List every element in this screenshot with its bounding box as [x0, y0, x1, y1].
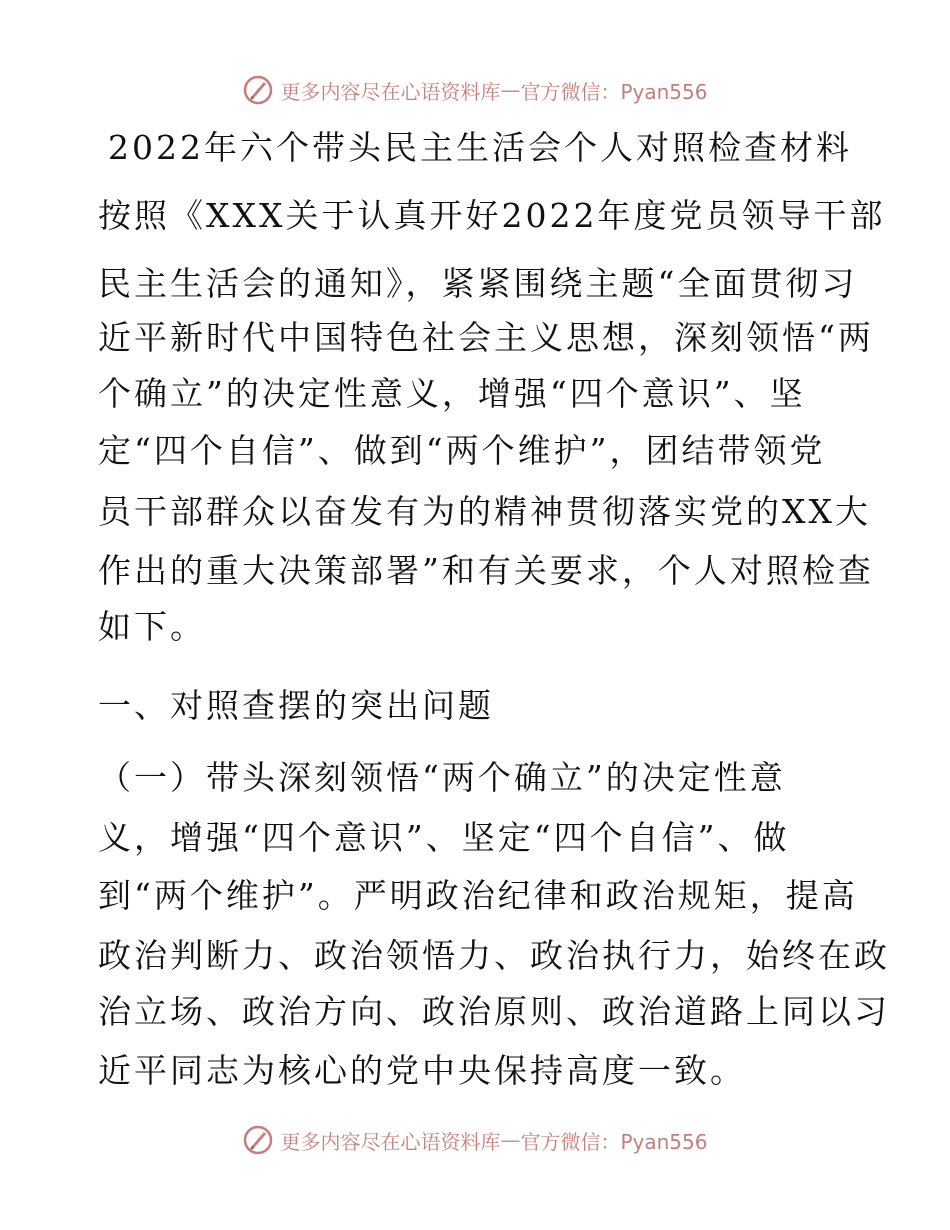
body-line: 近平新时代中国特色社会主义思想，深刻领悟“两	[98, 318, 874, 357]
section-heading: 一、对照查摆的突出问题	[98, 686, 494, 725]
watermark-separator: —	[500, 1128, 521, 1152]
pen-feather-seal-icon	[242, 74, 274, 106]
body-line: 如下。	[98, 607, 206, 646]
body-line: 政治判断力、政治领悟力、政治执行力，始终在政	[98, 936, 890, 975]
body-line: 按照《XXX关于认真开好2022年度党员领导干部	[98, 196, 886, 235]
body-line: 义，增强“四个意识”、坚定“四个自信”、做	[98, 818, 790, 857]
body-line: 员干部群众以奋发有为的精神贯彻落实党的XX大	[98, 492, 871, 531]
document-title: 2022年六个带头民主生活会个人对照检查材料	[108, 128, 852, 167]
watermark-separator: —	[500, 78, 521, 102]
watermark-wechat: 官方微信：Pyan556	[520, 79, 708, 104]
pen-feather-seal-icon	[242, 1124, 274, 1156]
watermark-text: 更多内容尽在心语资料库	[280, 79, 501, 104]
body-line: 近平同志为核心的党中央保持高度一致。	[98, 1051, 746, 1090]
body-line: 定“四个自信”、做到“两个维护”，团结带领党	[98, 431, 826, 470]
body-line: 作出的重大决策部署”和有关要求，个人对照检查	[98, 551, 874, 590]
subsection-heading: （一）带头深刻领悟“两个确立”的决定性意	[98, 758, 786, 797]
body-line: 到“两个维护”。严明政治纪律和政治规矩，提高	[98, 876, 858, 915]
body-line: 个确立”的决定性意义，增强“四个意识”、坚	[98, 374, 806, 413]
body-line: 治立场、政治方向、政治原则、政治道路上同以习	[98, 992, 890, 1031]
watermark-footer	[0, 1120, 950, 1160]
body-line: 民主生活会的通知》，紧紧围绕主题“全面贯彻习	[98, 264, 858, 303]
watermark-text: 更多内容尽在心语资料库	[280, 1129, 501, 1154]
watermark-wechat: 官方微信：Pyan556	[520, 1129, 708, 1154]
watermark-header	[0, 70, 950, 110]
